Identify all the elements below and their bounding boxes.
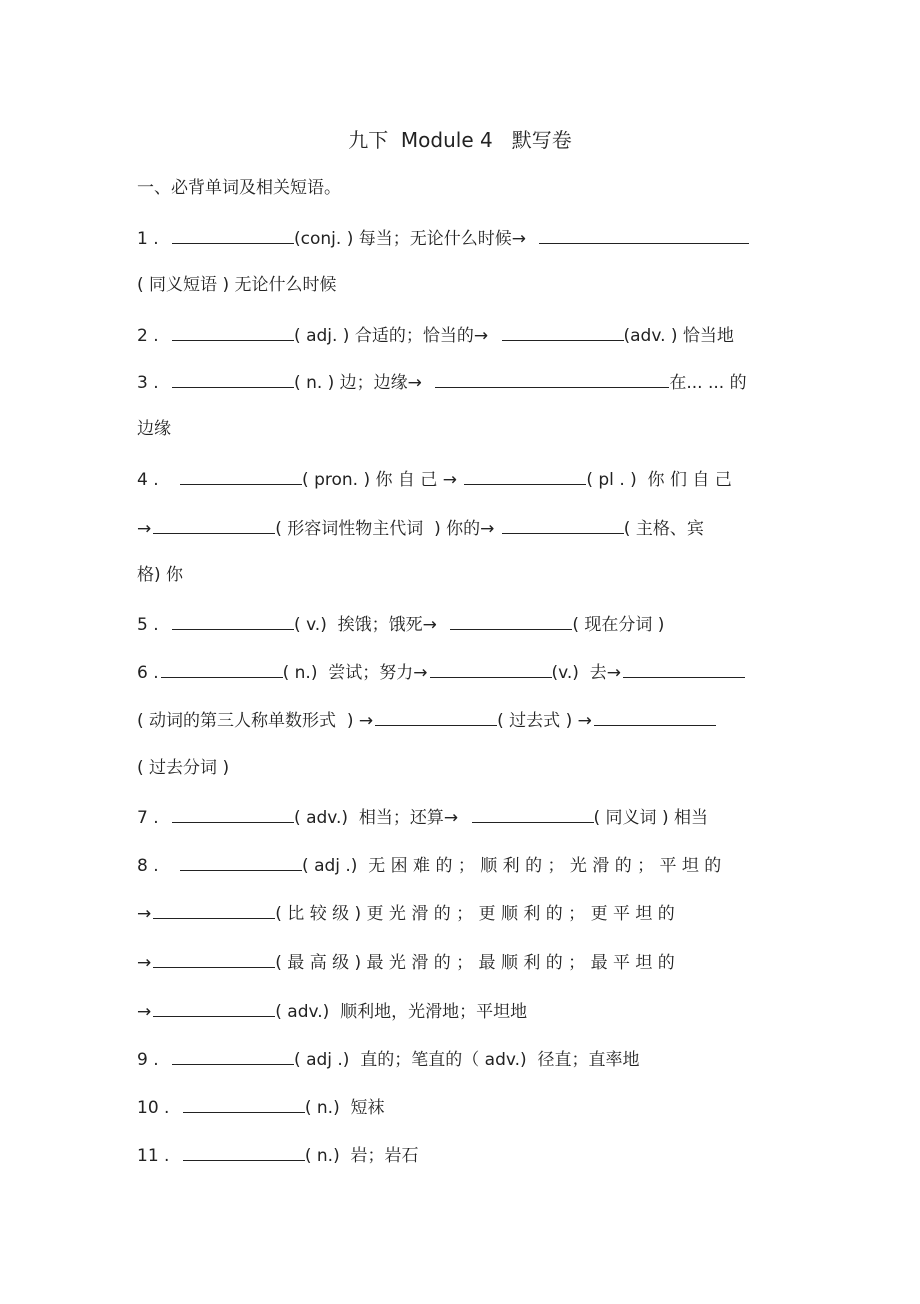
item-text: ( 主格、宾 xyxy=(623,519,704,539)
item-number: 5 . xyxy=(137,615,159,635)
item-text: ( 同义词 ) 相当 xyxy=(593,808,708,828)
item-10-line xyxy=(137,1093,792,1119)
item-number: 11 . xyxy=(137,1146,170,1166)
item-text: 格) 你 xyxy=(137,565,184,585)
answer-blank[interactable] xyxy=(180,851,302,871)
item-text: ( 形容词性物主代词 ) 你的→ xyxy=(275,519,495,539)
item-number: 1 . xyxy=(137,229,159,249)
item-2-line xyxy=(137,321,792,347)
answer-blank[interactable] xyxy=(172,803,294,823)
item-text: ( 过去式 ) → xyxy=(497,711,592,731)
item-8-cont-3 xyxy=(137,997,792,1023)
answer-blank[interactable] xyxy=(450,610,572,630)
item-number: 7 . xyxy=(137,808,159,828)
item-text: ( adj. ) 合适的；恰当的→ xyxy=(294,326,489,346)
item-text: ( 过去分词 ) xyxy=(137,758,230,778)
item-6-line xyxy=(137,658,792,684)
answer-blank[interactable] xyxy=(502,321,624,341)
item-text: ( n. ) 边；边缘→ xyxy=(294,373,422,393)
answer-blank[interactable] xyxy=(153,948,275,968)
item-3-cont xyxy=(137,416,792,442)
item-5-line xyxy=(137,610,792,636)
item-text: ( n.) 尝试；努力→ xyxy=(282,663,428,683)
answer-blank[interactable] xyxy=(180,465,302,485)
answer-blank[interactable] xyxy=(183,1141,305,1161)
item-8-cont-2 xyxy=(137,948,792,974)
item-text: ( pl . ) 你 们 自 己 xyxy=(586,470,732,490)
item-4-line xyxy=(137,465,792,491)
item-text: ( n.) 短袜 xyxy=(304,1098,385,1118)
answer-blank[interactable] xyxy=(172,321,294,341)
item-text: ( adv.) 相当；还算→ xyxy=(294,808,459,828)
item-text: ( 比 较 级 ) 更 光 滑 的 ； 更 顺 利 的 ； 更 平 坦 的 xyxy=(275,904,675,924)
answer-blank[interactable] xyxy=(623,658,745,678)
arrow-text: → xyxy=(137,1002,152,1022)
item-4-cont-1 xyxy=(137,514,792,540)
item-text: ( 最 高 级 ) 最 光 滑 的 ； 最 顺 利 的 ； 最 平 坦 的 xyxy=(275,953,675,973)
worksheet-title: 九下 Module 4 默写卷 xyxy=(348,128,572,152)
item-text: ( v.) 挨饿；饿死→ xyxy=(294,615,437,635)
answer-blank[interactable] xyxy=(375,706,497,726)
item-text: ( pron. ) 你 自 己 → xyxy=(302,470,457,490)
answer-blank[interactable] xyxy=(172,610,294,630)
answer-blank[interactable] xyxy=(594,706,716,726)
item-11-line xyxy=(137,1141,792,1167)
item-3-line xyxy=(137,368,792,394)
answer-blank[interactable] xyxy=(172,368,294,388)
arrow-text: → xyxy=(137,953,152,973)
item-text: ( n.) 岩；岩石 xyxy=(304,1146,419,1166)
item-7-line xyxy=(137,803,792,829)
answer-blank[interactable] xyxy=(153,899,275,919)
item-number: 6 . xyxy=(137,663,159,683)
item-text: ( adj .) 直的；笔直的（ adv.) 径直；直率地 xyxy=(294,1050,640,1070)
item-text: ( 现在分词 ) xyxy=(572,615,665,635)
item-number: 4 . xyxy=(137,470,159,490)
item-number: 8 . xyxy=(137,856,159,876)
arrow-text: → xyxy=(137,904,152,924)
item-number: 3 . xyxy=(137,373,159,393)
item-4-cont-2 xyxy=(137,562,792,588)
item-9-line xyxy=(137,1045,792,1071)
answer-blank[interactable] xyxy=(172,224,294,244)
answer-blank[interactable] xyxy=(435,368,669,388)
item-text: ( adv.) 顺利地，光滑地；平坦地 xyxy=(275,1002,528,1022)
item-6-cont-1 xyxy=(137,706,792,732)
section-heading-text: 一、必背单词及相关短语。 xyxy=(137,178,341,198)
answer-blank[interactable] xyxy=(502,514,624,534)
arrow-text: → xyxy=(137,519,152,539)
answer-blank[interactable] xyxy=(161,658,283,678)
item-text: (v.) 去→ xyxy=(551,663,621,683)
item-number: 2 . xyxy=(137,326,159,346)
answer-blank[interactable] xyxy=(430,658,552,678)
section-heading xyxy=(137,175,792,201)
item-text: ( 动词的第三人称单数形式 ) → xyxy=(137,711,374,731)
answer-blank[interactable] xyxy=(153,514,275,534)
item-8-line xyxy=(137,851,792,877)
item-6-cont-2 xyxy=(137,755,792,781)
item-1-line xyxy=(137,224,792,250)
answer-blank[interactable] xyxy=(464,465,586,485)
item-number: 9 . xyxy=(137,1050,159,1070)
answer-blank[interactable] xyxy=(472,803,594,823)
answer-blank[interactable] xyxy=(172,1045,294,1065)
item-text: ( 同义短语 ) 无论什么时候 xyxy=(137,275,337,295)
answer-blank[interactable] xyxy=(539,224,749,244)
item-8-cont-1 xyxy=(137,899,792,925)
answer-blank[interactable] xyxy=(183,1093,305,1113)
item-text: 在... ... 的 xyxy=(669,373,747,393)
item-number: 10 . xyxy=(137,1098,170,1118)
item-text: (conj. ) 每当；无论什么时候→ xyxy=(294,229,526,249)
item-1-cont xyxy=(137,272,792,298)
item-text: 边缘 xyxy=(137,419,171,439)
item-text: ( adj .) 无 困 难 的 ； 顺 利 的 ； 光 滑 的 ； 平 坦 的 xyxy=(302,856,722,876)
answer-blank[interactable] xyxy=(153,997,275,1017)
item-text: (adv. ) 恰当地 xyxy=(623,326,734,346)
